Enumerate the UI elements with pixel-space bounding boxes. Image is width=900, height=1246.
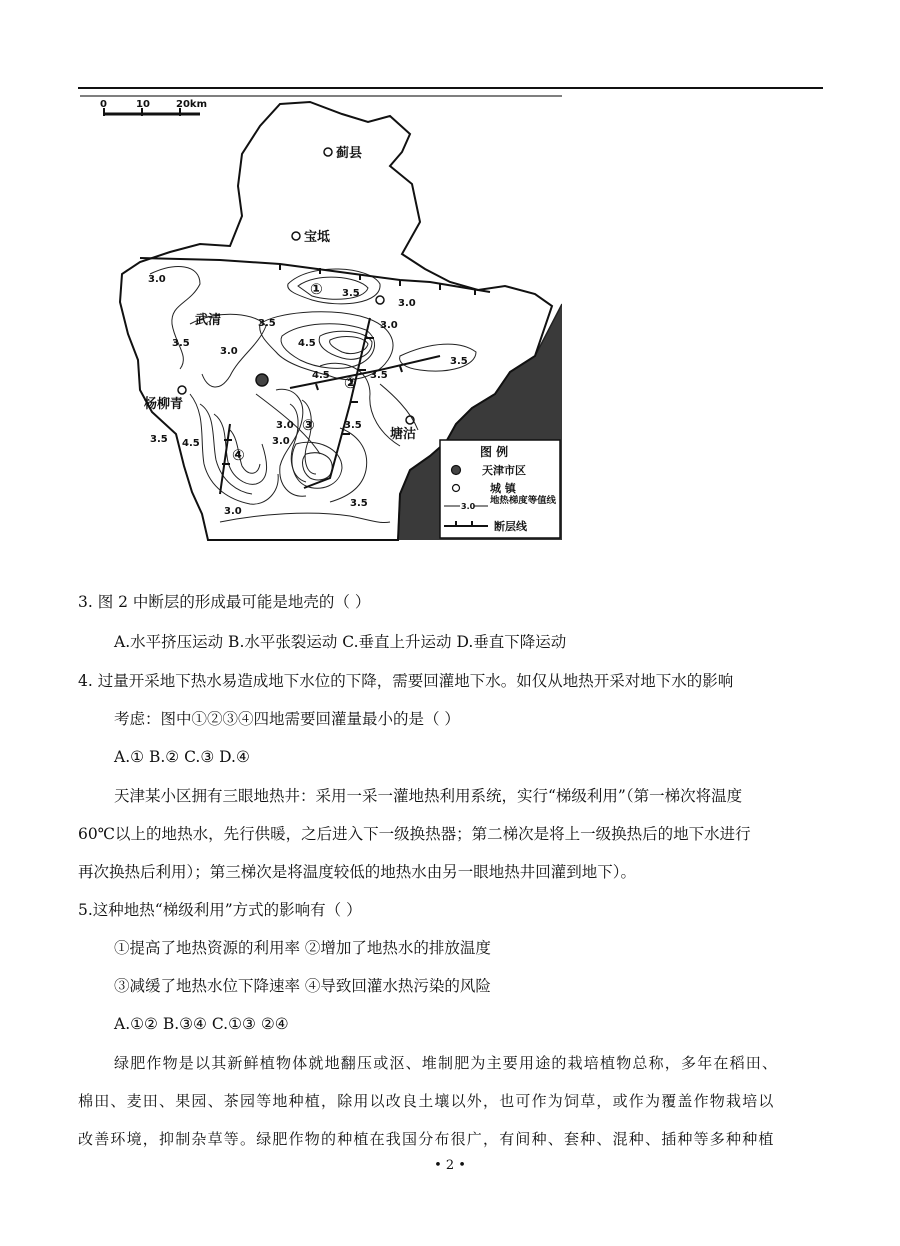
page-number: • 2 • <box>434 1158 466 1173</box>
contour-label: 3.0 <box>224 506 242 517</box>
scale-label: 10 <box>136 99 150 110</box>
place-label-wuqing: 武清 <box>195 313 222 328</box>
legend-fault-label: 断层线 <box>494 520 527 533</box>
contour-label: 3.5 <box>150 434 168 445</box>
contour-label: 3.5 <box>258 318 276 329</box>
contour-label: 3.5 <box>450 356 468 367</box>
header-rule <box>78 87 823 89</box>
contour-label: 3.0 <box>276 420 294 431</box>
question-3-options: A.水平挤压运动 B.水平张裂运动 C.垂直上升运动 D.垂直下降运动 <box>114 633 567 651</box>
geothermal-map-figure <box>80 94 562 542</box>
passage2-line-3: 改善环境，抑制杂草等。绿肥作物的种植在我国分布很广，有间种、套种、混种、插种等多种种植 <box>78 1130 775 1148</box>
place-label-jixian: 蓟县 <box>336 146 363 161</box>
question-5-options: A.①② B.③④ C.①③ ②④ <box>114 1015 289 1033</box>
place-label-baodi: 宝坻 <box>304 230 331 245</box>
passage-line-2: 60℃以上的地热水，先行供暖，之后进入下一级换热器；第二梯次是将上一级换热后的地下水进行 <box>78 825 751 843</box>
scale-label: 0 <box>100 99 107 110</box>
passage-line-3: 再次换热后利用）；第三梯次是将温度较低的地热水由另一眼地热井回灌到地下）。 <box>78 863 637 881</box>
contour-label: 3.0 <box>148 274 166 285</box>
town-markers <box>144 145 416 442</box>
contour-label: 3.5 <box>350 498 368 509</box>
city-marker <box>256 374 268 386</box>
town-marker <box>292 232 300 240</box>
legend-title: 图 例 <box>480 445 509 459</box>
question-4-options: A.① B.② C.③ D.④ <box>114 748 250 766</box>
passage-line-1: 天津某小区拥有三眼地热井：采用一采一灌地热利用系统，实行“梯级利用”（第一梯次将温度 <box>114 787 743 805</box>
question-5-option-row-1: ①提高了地热资源的利用率 ②增加了地热水的排放温度 <box>114 939 491 957</box>
place-label-yangliuqing: 杨柳青 <box>144 397 184 412</box>
question-4-stem-line2: 考虑：图中①②③④四地需要回灌量最小的是（ ） <box>114 710 460 728</box>
map-legend <box>440 440 560 538</box>
site-markers <box>232 280 357 464</box>
contour-label: 3.5 <box>342 288 360 299</box>
contour-label: 4.5 <box>312 370 330 381</box>
contour-label: 3.0 <box>398 298 416 309</box>
scale-label: 20km <box>176 99 207 110</box>
legend-contour-label: 地热梯度等值线 <box>490 496 554 506</box>
contour-label: 3.0 <box>220 346 238 357</box>
town-marker <box>324 148 332 156</box>
legend-town-label: 城 镇 <box>490 482 516 495</box>
town-marker <box>178 386 186 394</box>
contour-label: 3.5 <box>344 420 362 431</box>
passage2-line-2: 棉田、麦田、果园、茶园等地种植，除用以改良土壤以外，也可作为饲草，或作为覆盖作物栽培以 <box>78 1092 775 1110</box>
question-3-stem: 3. 图 2 中断层的形成最可能是地壳的（ ） <box>78 593 371 611</box>
passage2-line-1: 绿肥作物是以其新鲜植物体就地翻压或沤、堆制肥为主要用途的栽培植物总称，多年在稻田、 <box>114 1054 779 1072</box>
site-marker-3: ③ <box>302 416 315 434</box>
site-marker-2: ② <box>344 374 357 392</box>
contour-label: 4.5 <box>182 438 200 449</box>
legend-city-label: 天津市区 <box>482 464 526 477</box>
question-5-option-row-2: ③减缓了地热水位下降速率 ④导致回灌水热污染的风险 <box>114 977 491 995</box>
site-marker-1: ① <box>310 280 323 298</box>
site-marker-4: ④ <box>232 446 245 464</box>
question-4-stem-line1: 4. 过量开采地下热水易造成地下水位的下降，需要回灌地下水。如仅从地热开采对地下水的影响 <box>78 672 734 690</box>
question-5-stem: 5.这种地热“梯级利用”方式的影响有（ ） <box>78 901 362 919</box>
contour-label: 3.0 <box>272 436 290 447</box>
contour-label: 3.0 <box>380 320 398 331</box>
contour-label: 4.5 <box>298 338 316 349</box>
legend-city-icon <box>452 466 461 475</box>
place-label-tanggu: 塘沽 <box>390 427 417 442</box>
town-marker <box>376 296 384 304</box>
contour-label: 3.5 <box>370 370 388 381</box>
map-svg <box>80 94 562 542</box>
contour-label: 3.5 <box>172 338 190 349</box>
legend-contour-sample: 3.0 <box>461 502 476 511</box>
scale-bar <box>100 99 207 116</box>
